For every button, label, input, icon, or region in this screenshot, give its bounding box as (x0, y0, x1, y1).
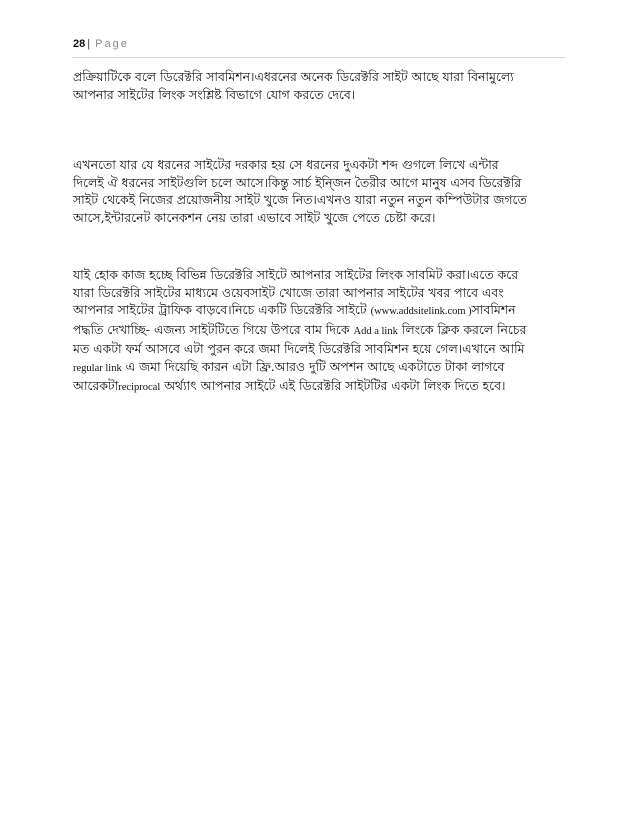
text-segment: আরেকটা (73, 378, 119, 393)
paragraph-submit-procedure (73, 266, 526, 397)
click-instruction: লিংকে ক্লিক করলে নিচের (401, 321, 527, 337)
page-header (73, 37, 565, 58)
text-segment: এ জমা দিয়েছি কারন এটা ফ্রি.আরও দুটি অপশন আছে একটাতে টাকা লাগবে (125, 358, 505, 374)
text-segment: অর্থ্যাৎ আপনার সাইটে এই ডিরেক্টরি সাইটটির একটা লিংক দিতে হবে। (164, 378, 506, 393)
text-line: মত একটা ফর্ম আসবে এটা পুরন করে জমা দিলেই ডিরেক্টরি সাবমিশন হয়ে গেল।এখানে আমি (73, 341, 525, 356)
site-url: (www.addsitelink.com ) (370, 306, 472, 317)
text-line: যারা ডিরেক্টরি সাইটের মাধ্যমে ওয়েবসাইট খোজে তারা আপনার সাইটের খবর পাবে এবং (73, 284, 504, 300)
paragraph-directory-submission (73, 68, 514, 103)
text-line: দিলেই ঐ ধরনের সাইটগুলি চলে আসে।কিন্তু সার্চ ইন্জিন তৈরীর আগে মানুষ এসব ডিরেক্টরি (73, 174, 522, 190)
text-line: প্রক্রিয়াটিকে বলে ডিরেক্টরি সাবমিশন।এধরনের অনেক ডিরেক্টরি সাইট আছে যারা বিনামুল্যে (73, 69, 514, 84)
text-line: সাইট থেকেই নিজের প্রয়োজনীয় সাইট খুজে নিত।এখনও যারা নতুন নতুন কম্পিউটার জগতে (73, 192, 527, 207)
add-a-link-text: Add a link (353, 325, 398, 337)
text-segment: পদ্ধতি দেখাচ্ছি- এজন্য সাইটটিতে গিয়ে উপরে বাম দিকে (73, 321, 350, 337)
text-segment: আপনার সাইটের ট্রাফিক বাড়বে।নিচে একটি ডিরেক্টরি সাইটে (73, 302, 367, 317)
text-line: আপনার সাইটের লিংক সংশ্লিষ্ট বিভাগে যোগ করতে দেবে। (73, 86, 356, 102)
submission-word: সাবমিশন (471, 302, 516, 317)
regular-link-text: regular link (73, 362, 122, 374)
text-line: আসে,ইন্টারনেট কানেকশন নেয় তারা এভাবে সাইট খুজে পেতে চেষ্টা করে। (73, 209, 436, 225)
reciprocal-text: reciprocal (118, 382, 161, 393)
text-line: যাই হোক কাজ হচ্ছে বিভিন্ন ডিরেক্টরি সাইটে আপনার সাইটের লিংক সাবমিট করা।এতে করে (73, 267, 519, 282)
text-line (73, 358, 526, 378)
page-separator: | (87, 38, 91, 50)
paragraph-search-engines (73, 156, 527, 226)
page-number: 28 (73, 38, 86, 50)
text-line: এখনতো যার যে ধরনের সাইটের দরকার হয় সে ধরনের দুএকটা শব্দ গুগলে লিখে এন্টার (73, 157, 499, 172)
page-label: Page (95, 38, 129, 50)
text-line (73, 321, 526, 341)
text-line (73, 377, 526, 397)
text-line (73, 301, 526, 321)
